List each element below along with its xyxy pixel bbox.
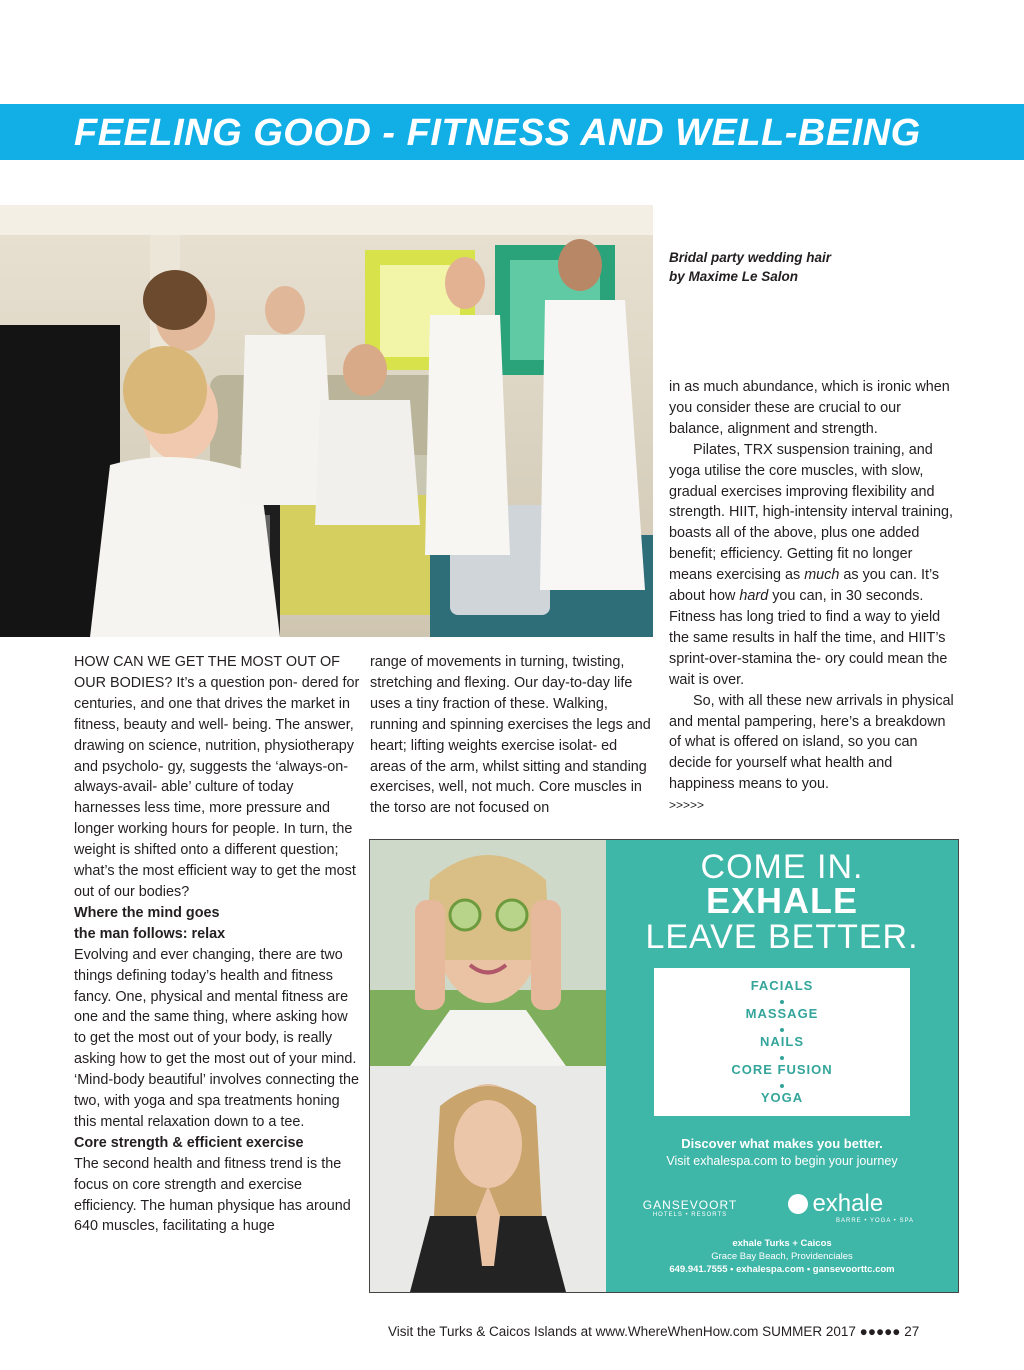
service-yoga: YOGA <box>760 1090 804 1105</box>
service-massage: MASSAGE <box>745 1006 819 1021</box>
article-column-1 <box>74 652 360 1237</box>
article-column-2 <box>370 652 656 819</box>
emphasis-hard: hard <box>739 588 769 605</box>
service-dot <box>780 1000 784 1004</box>
subheading-mind-line-1: Where the mind goes <box>74 904 220 921</box>
service-facials: FACIALS <box>750 978 814 993</box>
continue-arrows: >>>>> <box>669 798 705 813</box>
exhale-logo-subtext: BARRE • YOGA • SPA <box>836 1218 914 1224</box>
ad-photo-bottom-illustration <box>370 1066 606 1292</box>
pilates-text-c: you can, in 30 seconds. Fitness has long tried to find a way to yield the same results in half the time, and HIIT’s sprint-over-stamina the- ory could mean the wait is over. <box>669 588 948 688</box>
core-paragraph: The second health and fitness trend is the focus on core strength and exercise efficiency. The human physique has around 640 muscles, facilitating a huge <box>74 1155 351 1235</box>
header-banner <box>0 104 1024 160</box>
ad-services-box <box>654 968 910 1116</box>
caption-line-2: by Maxime Le Salon <box>669 269 799 284</box>
ad-headline-leave-better: LEAVE BETTER. <box>645 918 919 956</box>
page-title: FEELING GOOD - FITNESS AND WELL-BEING <box>74 112 921 154</box>
ad-discover-text: Discover what makes you better. <box>681 1136 883 1151</box>
breakdown-paragraph <box>669 691 959 816</box>
page-footer: Visit the Turks & Caicos Islands at www.WhereWhenHow.com SUMMER 2017 ●●●●● 27 <box>388 1324 920 1339</box>
ad-address-line-2: Grace Bay Beach, Providenciales <box>711 1251 853 1262</box>
ad-text-panel <box>606 840 958 1292</box>
movements-paragraph: range of movements in turning, twisting, stretching and flexing. Our day-to-day life uses a tiny fraction of these. Walking, running and spinning exercises the legs and heart; lifting weights exercise isolat- ed areas of the arm, whilst sitting and standing exercises, well, not much. Core muscles in the torso are not focused on <box>370 654 651 817</box>
bridal-party-photo <box>0 205 653 637</box>
ad-photo-top-illustration <box>370 840 606 1066</box>
exhale-logo <box>788 1190 948 1224</box>
article-column-3 <box>669 377 959 816</box>
intro-paragraph: HOW CAN WE GET THE MOST OUT OF OUR BODIES? It’s a question pon- dered for centuries, and one that drives the market in fitness, beauty and well- being. The answer, drawing on science, nutrition, physiotherapy and psycholo- gy, suggests the ‘always-on-always-avail- able’ culture of today harnesses less time, more pressure and longer working hours for people. In turn, the weight is shifted onto a different question; what’s the most efficient way to get the most out of our bodies? <box>74 654 360 900</box>
abundance-paragraph: in as much abundance, which is ironic when you consider these are crucial to our balance, alignment and strength. <box>669 379 950 437</box>
ad-visit-text[interactable]: Visit exhalespa.com to begin your journey <box>666 1154 898 1168</box>
photo-illustration <box>0 205 653 637</box>
ad-address-line-1: exhale Turks + Caicos <box>732 1238 832 1249</box>
service-nails: NAILS <box>760 1034 804 1049</box>
service-core-fusion: CORE FUSION <box>731 1062 833 1077</box>
subheading-core-strength: Core strength & efficient exercise <box>74 1134 304 1151</box>
relax-paragraph: Evolving and ever changing, there are two things defining today’s health and fitness fancy. One, physical and mental fitness are one and the same thing, where asking how to get the most out of your body, is really asking how to get the most out of your mind. ‘Mind-body beautiful’ involves connecting the two, with yoga and spa treatments honing this mental relaxation down to a tee. <box>74 946 360 1130</box>
ad-photo-cucumber-eyes <box>370 840 606 1066</box>
ad-headline-exhale: EXHALE <box>705 880 859 921</box>
emphasis-much: much <box>804 567 840 584</box>
ad-headline-come-in: COME IN. <box>700 848 864 886</box>
service-dot <box>780 1028 784 1032</box>
gansevoort-logo-subtext: HOTELS • RESORTS <box>652 1212 728 1218</box>
gansevoort-logo <box>620 1198 760 1218</box>
breakdown-text: So, with all these new arrivals in physical and mental pampering, here’s a breakdown of what is offered on island, so you can decide for yourself what health and happiness means to you. <box>669 692 954 793</box>
ad-contact-line[interactable]: 649.941.7555 • exhalespa.com • gansevoorttc.com <box>669 1264 895 1275</box>
gansevoort-logo-text: GANSEVOORT <box>642 1198 738 1212</box>
exhale-logo-text: exhale <box>812 1190 884 1217</box>
exhale-logo-icon <box>788 1194 808 1214</box>
pilates-paragraph <box>669 440 959 691</box>
service-dot <box>780 1056 784 1060</box>
pilates-text-b: as you can. It’s about how <box>669 567 940 605</box>
service-dot <box>780 1084 784 1088</box>
subheading-mind-line-2: the man follows: relax <box>74 925 226 942</box>
exhale-advertisement[interactable] <box>369 839 959 1293</box>
caption-line-1: Bridal party wedding hair <box>669 250 832 265</box>
photo-caption <box>669 248 831 286</box>
ad-photo-yoga <box>370 1066 606 1292</box>
pilates-text-a: Pilates, TRX suspension training, and yoga utilise the core muscles, with slow, gradual exercises improving flexibility and strength. HIIT, high-intensity interval training, boasts all of the above, plus one added benefit; efficiency. Getting fit no longer means exercising as <box>669 441 953 584</box>
